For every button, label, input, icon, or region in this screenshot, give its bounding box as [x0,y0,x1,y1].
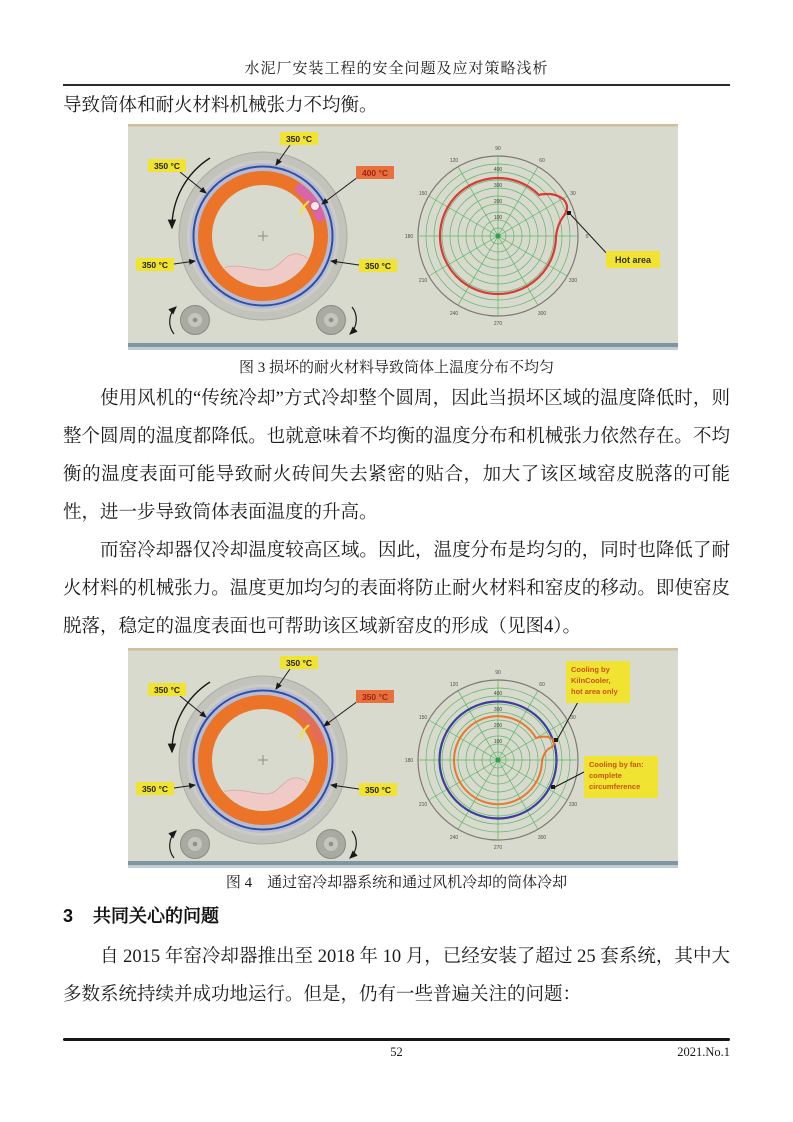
scan-bottom-strip [128,861,678,865]
polar-center-dot [496,234,501,239]
svg-text:210: 210 [418,278,428,284]
svg-text:60: 60 [539,682,545,688]
svg-text:240: 240 [449,835,459,841]
svg-text:complete: complete [589,771,622,780]
svg-text:Cooling by: Cooling by [571,665,610,674]
intro-paragraph: 导致筒体和耐火材料机械张力不均衡。 [63,96,378,116]
svg-text:400: 400 [493,691,503,697]
figure-3-caption: 图 3 损坏的耐火材料导致筒体上温度分布不均匀 [238,360,554,376]
footer-issue-label: 2021.No.1 [677,1045,730,1059]
section-number: 3 [63,906,74,926]
svg-text:240: 240 [449,311,459,317]
svg-text:300: 300 [493,183,503,189]
footer-page-number: 52 [390,1045,403,1059]
svg-text:350 °C: 350 °C [285,658,313,668]
section-title: 共同关心的问题 [93,906,220,926]
svg-text:hot area only: hot area only [571,687,618,696]
paragraph-2: 而窑冷却器仅冷却温度较高区域。因此，温度分布是均匀的，同时也降低了耐火材料的机械张力。温度更加均匀的表面将防止耐火材料和窑皮的移动。即使窑皮脱落，稳定的温度表面也可帮助该区域新窑皮的形成（见图4）。 [63,541,730,637]
svg-text:30: 30 [570,191,576,197]
paragraph-1: 使用风机的“传统冷却”方式冷却整个圆周，因此当损坏区域的温度降低时，则整个圆周的温度都降低。也就意味着不均衡的温度分布和机械张力依然存在。不均衡的温度表面可能导致耐火砖间失去紧密的贴合，加大了该区域窑皮脱落的可能性，进一步导致筒体表面温度的升高。 [63,389,730,523]
svg-text:210: 210 [418,802,428,808]
svg-text:100: 100 [493,215,503,221]
support-roller-right [317,830,346,859]
svg-text:150: 150 [418,715,428,721]
scan-bottom-strip-light [128,865,678,868]
scan-bottom-strip [128,343,678,347]
running-header-title: 水泥厂安装工程的安全问题及应对策略浅析 [244,61,549,77]
svg-text:200: 200 [493,199,503,205]
support-roller-right [317,306,346,335]
svg-text:300: 300 [537,835,547,841]
svg-text:350 °C: 350 °C [364,785,392,795]
svg-text:Cooling by fan:: Cooling by fan: [589,760,644,769]
refractory-hole [311,202,320,211]
svg-text:30: 30 [570,715,576,721]
svg-text:350 °C: 350 °C [141,260,169,270]
svg-text:90: 90 [495,670,501,676]
svg-text:350 °C: 350 °C [153,685,181,695]
svg-text:400 °C: 400 °C [361,168,389,178]
figure-4 [128,648,678,868]
svg-text:350 °C: 350 °C [141,784,169,794]
scan-top-edge [128,648,678,651]
footer-rule [63,1038,730,1041]
svg-text:300: 300 [537,311,547,317]
support-roller-left [181,830,210,859]
scan-bottom-strip-light [128,347,678,350]
svg-text:120: 120 [449,158,459,164]
svg-text:270: 270 [493,845,503,851]
figure-4-image [128,648,678,868]
svg-text:100: 100 [493,739,503,745]
svg-text:300: 300 [493,707,503,713]
svg-text:180: 180 [404,758,414,764]
svg-text:Hot area: Hot area [614,255,652,265]
figure-3-image [128,124,678,350]
svg-text:350 °C: 350 °C [364,261,392,271]
svg-text:350 °C: 350 °C [153,161,181,171]
svg-text:150: 150 [418,191,428,197]
svg-text:120: 120 [449,682,459,688]
figure-4-caption: 图 4 通过窑冷却器系统和通过风机冷却的筒体冷却 [225,875,568,891]
paragraph-3: 自 2015 年窑冷却器推出至 2018 年 10 月，已经安装了超过 25 套系统，其中大多数系统持续并成功地运行。但是，仍有一些普遍关注的问题： [63,947,730,1005]
svg-text:60: 60 [539,158,545,164]
svg-text:270: 270 [493,321,503,327]
support-roller-left [181,306,210,335]
svg-text:350 °C: 350 °C [361,692,389,702]
svg-text:200: 200 [493,723,503,729]
svg-text:180: 180 [404,234,414,240]
svg-text:circumference: circumference [589,782,641,791]
svg-text:330: 330 [568,802,578,808]
section-heading [63,902,219,928]
header-rule [63,84,730,86]
polar-center-dot [496,758,501,763]
svg-text:0: 0 [585,234,589,240]
svg-text:350 °C: 350 °C [285,134,313,144]
svg-text:90: 90 [495,146,501,152]
svg-text:KilnCooler,: KilnCooler, [571,676,611,685]
figure-3 [128,124,678,350]
svg-text:330: 330 [568,278,578,284]
scan-top-edge [128,124,678,127]
svg-text:400: 400 [493,167,503,173]
